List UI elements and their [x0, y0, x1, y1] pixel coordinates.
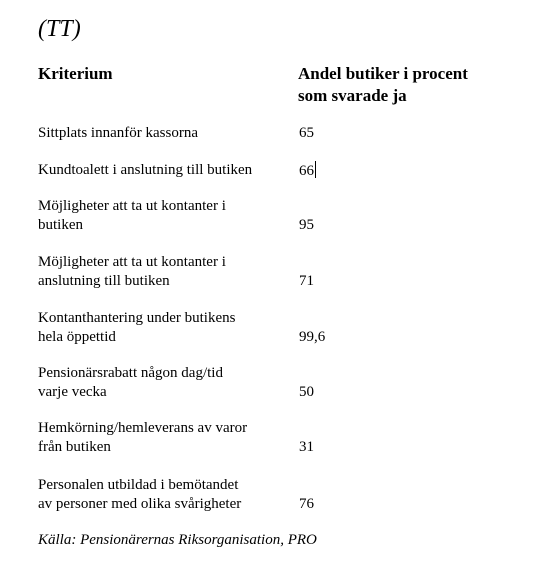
criterion-cell [38, 364, 283, 402]
criterion-cell [38, 161, 283, 180]
value-cell: 76 [299, 496, 314, 512]
criterion-cell [38, 197, 283, 235]
criterion-line: Möjligheter att ta ut kontanter i [38, 198, 226, 214]
criterion-line: från butiken [38, 439, 111, 455]
criterion-line: Kundtoalett i anslutning till butiken [38, 162, 253, 178]
criterion-line: Hemkörning/hemleverans av varor [38, 420, 248, 436]
criterion-cell [38, 476, 283, 514]
criterion-line: Möjligheter att ta ut kontanter i [38, 254, 226, 270]
news-agency-tag: (TT) [38, 16, 81, 42]
criterion-cell [38, 253, 283, 291]
criterion-line: Kontanthantering under butikens [38, 310, 236, 326]
criterion-cell [38, 309, 283, 347]
source-note: Källa: Pensionärernas Riksorganisation, PRO [38, 532, 317, 548]
column-header-value-line2: som svarade ja [298, 86, 407, 105]
value-text: 66 [299, 163, 314, 179]
value-cell: 50 [299, 384, 314, 400]
column-header-criterion: Kriterium [38, 64, 113, 83]
criterion-line: av personer med olika svårigheter [38, 496, 242, 512]
criterion-cell [38, 124, 283, 143]
criterion-line: anslutning till butiken [38, 273, 170, 289]
value-cell: 71 [299, 273, 314, 289]
criterion-line: butiken [38, 217, 83, 233]
value-cell: 65 [299, 125, 314, 141]
value-cell: 31 [299, 439, 314, 455]
column-header-value-line1: Andel butiker i procent [298, 64, 468, 83]
value-cell: 95 [299, 217, 314, 233]
column-header-value [298, 63, 528, 107]
text-cursor [315, 161, 316, 178]
criterion-line: Personalen utbildad i bemötandet [38, 477, 239, 493]
criterion-line: Pensionärsrabatt någon dag/tid [38, 365, 223, 381]
criterion-cell [38, 419, 283, 457]
criterion-line: varje vecka [38, 384, 107, 400]
value-cell[interactable] [299, 161, 316, 181]
criterion-line: Sittplats innanför kassorna [38, 125, 198, 141]
value-cell: 99,6 [299, 329, 326, 345]
criterion-line: hela öppettid [38, 329, 116, 345]
